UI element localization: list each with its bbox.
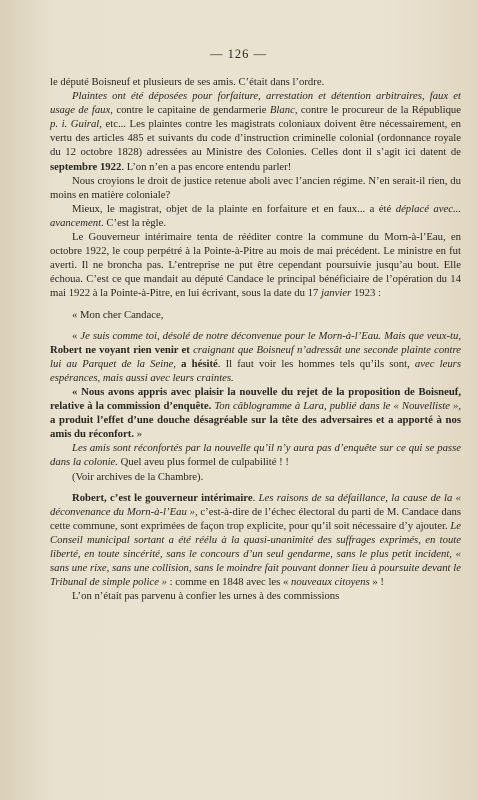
text-run: . C’est la règle. [101,216,167,229]
bold-text: Robert, c’est le gouverneur intérimaire [72,491,253,504]
italic-text: Les raisons de sa défaillance, la cause de la « déconvenance du Morn-à-l’Eau », [50,491,461,518]
text-run: Nous croyions le droit de justice retenue aboli avec l’ancien régime. N’en serait-il rien, du moins en matière coloniale? [50,174,461,201]
text-run: Le Gouverneur intérimaire tenta de rééditer contre la commune du Morn-à-l’Eau, en octobre 1922, le coup perpétré à la Pointe-à-Pitre au mois de mai précédent. Le ministre en fut averti. Il ne broncha pas. L’entreprise ne put être cependant poursuivie jusqu’au bout. Elle échoua. C’est ce que mandait au député Candace le principal bénéficiaire de l’opération du 14 mai 1922 à la Pointe-à-Pitre, en lui écrivant, sous la date du 17 [50,231,461,300]
italic-text: Blanc, [269,104,298,117]
text-run: le député Boisneuf et plusieurs de ses amis. C’était dans l’ordre. [50,76,325,88]
text-run: . Il faut voir les hommes tels qu’ils sont, [217,357,415,370]
italic-text: Les amis sont réconfortés par la nouvelle qu’il n’y aura pas d’enquête sur ce qui se passe dans la colonie. [50,442,461,469]
paragraph-spacer [50,322,461,329]
paragraph [50,385,461,441]
text-run: Mieux, le magistrat, objet de la plainte en forfaiture et en faux... a été [72,202,396,215]
italic-text: janvier [320,287,352,300]
paragraph [50,589,461,603]
bold-text: « Nous avons appris avec plaisir la nouvelle du rejet de la proposition de Boisneuf, relative à la commission d’enquête. [50,385,461,413]
italic-text: p. i. Guiral, [50,118,102,131]
paragraph [50,230,461,300]
text-run: (Voir archives de la Chambre). [72,470,204,483]
paragraph [50,491,461,590]
text-run: etc... Les plaintes contre les magistrats coloniaux doivent être nécessairement, en vertu des articles 485 et suivants du code d’instruction criminelle colonial (ordonnance royale du 12 octobre 1828) adressées au Ministre des Colonies. Celles dont il s’agit ici datent de [50,118,461,159]
bold-text: a produit l’effet d’une douche désagréable sur la tête des adversaires et a apporté à nos amis du réconfort. [50,414,461,441]
bold-text: septembre 1922 [50,160,122,173]
page-number: — 126 — [210,47,267,61]
paragraph-spacer [50,484,461,491]
italic-text: Je suis comme toi, désolé de notre déconvenue pour le Morn-à-l’Eau. Mais que veux-tu, [80,329,461,342]
text-run: L’on n’était pas parvenu à confier les urnes à des commissions [72,590,340,603]
text-run: 1923 : [351,287,381,300]
text-run: Quel aveu plus formel de culpabilité ! ! [117,456,289,469]
paragraph [50,75,461,89]
bold-text: Robert ne voyant rien venir et [50,343,194,356]
italic-text: avec leurs espérances, mais aussi avec leurs craintes. [50,357,462,384]
text-run: c’est-à-dire de l’échec électoral du parti de M. Candace dans cette commune, sont exprimées de façon trop explicite, pour qu’il soit nécessaire d’y ajouter. [50,505,462,532]
paragraph [50,308,461,322]
text-run: contre le procureur de la République [297,104,462,117]
text-run: : comme en 1848 avec les « [166,576,292,589]
paragraph [50,202,461,230]
text-run: » [134,428,143,441]
italic-text: craignant que Boisneuf n’adressât une seconde plainte contre lui au Parquet de la Seine, [50,343,462,370]
italic-text: déplacé avec... avancement [50,202,461,229]
text-run: contre le capitaine de gendarmerie [112,104,270,117]
paragraph [50,329,461,385]
paragraph [50,441,461,469]
text-run: « Mon cher Candace, [72,308,164,321]
text-run: . L’on n’en a pas encore entendu parler! [121,160,292,173]
italic-text: Le Conseil municipal sortant a été réélu à la quasi-unanimité des suffrages exprimés, en toute liberté, en toute sincérité, sans le concours d’un seul gendarme, sans le plus petit incident, « sans une rixe, sans une collision, sans le moindre fait pouvant donner lieu à poursuite devant le Tribunal de simple police » [50,519,461,589]
text-run: . [252,491,259,504]
paragraph [50,470,461,484]
document-body [50,75,461,603]
paragraph-spacer [50,301,461,308]
paragraph [50,89,461,174]
italic-text: nouveaux citoyens [291,576,370,589]
italic-text: Plaintes ont été déposées pour forfaiture, arrestation et détention arbitraires, faux et usage de faux, [50,90,461,117]
bold-text: a hésité [175,357,218,370]
paragraph [50,174,461,202]
text-run: « [72,329,81,342]
text-run: » ! [369,576,384,589]
italic-text: Ton câblogramme à Lara, publié dans le « Nouvelliste », [211,400,461,413]
